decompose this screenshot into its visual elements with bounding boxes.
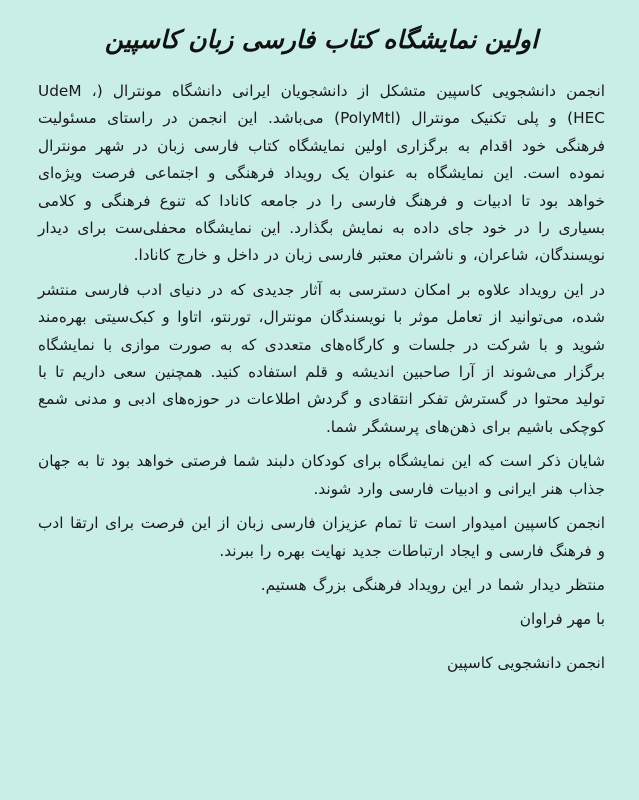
signature: انجمن دانشجویی کاسپین [447,653,605,672]
paragraph-hope: انجمن کاسپین امیدوار است تا تمام عزیزان فارسی زبان از این فرصت برای ارتقا ادب و فرهنگ فارسی و ایجاد ارتباطات جدید نهایت بهره را ببرند. [38,514,605,560]
document-body [38,78,605,677]
document-title: اولین نمایشگاه کتاب فارسی زبان کاسپین [104,25,539,54]
paragraph-event-details: در این رویداد علاوه بر امکان دسترسی به آثار جدیدی که در دنیای ادب فارسی منتشر شده، می‌توانید از تعامل موثر با نویسندگان مونترال، تورنتو، اتاوا و کبک‌سیتی بهره‌مند شوید و با شرکت در جلسات و کارگاه‌های متعددی که به صورت موازی با نمایشگاه برگزار می‌شوند از آرا صاحبین اندیشه و قلم استفاده کنید. همچنین سعی داریم تا با تولید محتوا در گسترش تفکر انتقادی و گردش اطلاعات در حوزه‌های ادبی و مدنی شمع کوچکی باشیم برای ذهن‌های پرسشگر شما. [38,280,605,436]
paragraph-children: شایان ذکر است که این نمایشگاه برای کودکان دلبند شما فرصتی خواهد بود تا به جهان جذاب هنر ایرانی و ادبیات فارسی وارد شوند. [38,452,605,498]
closing-line: با مهر فراوان [519,610,605,629]
paragraph-intro: انجمن دانشجویی کاسپین متشکل از دانشجویان ایرانی دانشگاه مونترال (UdeM ، HEC) و پلی تکنیک مونترال (PolyMtl) می‌باشد. این انجمن در راستای مسئولیت فرهنگی خود اقدام به برگزاری اولین نمایشگاه کتاب فارسی زبان در شهر مونترال نموده است. این نمایشگاه به عنوان یک رویداد فرهنگی و اجتماعی فرصت ویژه‌ای خواهد بود تا ادبیات و فرهنگ فارسی را در جامعه کانادا که تنوع فرهنگی و کلامی بسیاری را در خود جای داده به نمایش بگذارد. این نمایشگاه محفلی‌ست برای دیدار نویسندگان، شاعران، و ناشران معتبر فارسی زبان در داخل و خارج کانادا. [38,82,605,265]
paragraph-invitation: منتظر دیدار شما در این رویداد فرهنگی بزرگ هستیم. [260,575,605,594]
